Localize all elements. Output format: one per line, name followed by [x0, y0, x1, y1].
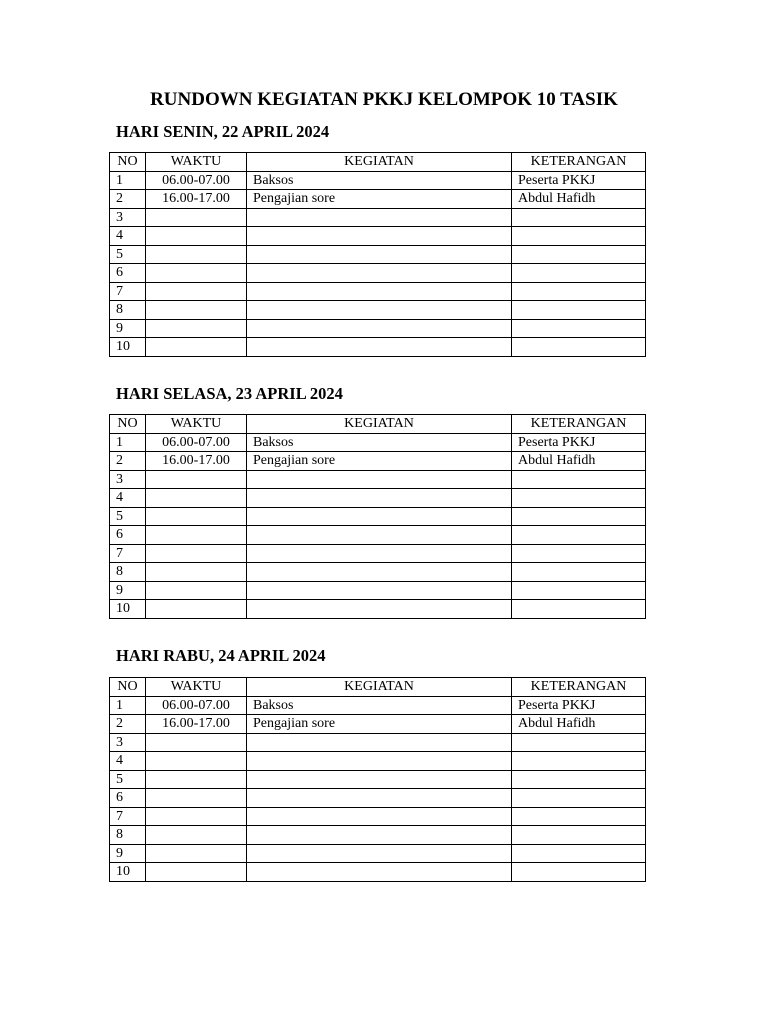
- table-row: [110, 600, 646, 619]
- cell-kegiatan: Baksos: [247, 433, 512, 452]
- cell-no: 1: [110, 171, 146, 190]
- cell-keterangan: Abdul Hafidh: [512, 715, 646, 734]
- cell-waktu: 16.00-17.00: [146, 190, 247, 209]
- column-header-kegiatan: KEGIATAN: [247, 153, 512, 172]
- cell-waktu: [146, 338, 247, 357]
- column-header-no: NO: [110, 415, 146, 434]
- cell-kegiatan: [247, 489, 512, 508]
- cell-keterangan: [512, 526, 646, 545]
- cell-waktu: [146, 863, 247, 882]
- cell-waktu: [146, 526, 247, 545]
- cell-no: 4: [110, 752, 146, 771]
- cell-keterangan: Peserta PKKJ: [512, 696, 646, 715]
- cell-kegiatan: [247, 227, 512, 246]
- schedule-table-rabu: [109, 677, 646, 882]
- cell-kegiatan: Baksos: [247, 696, 512, 715]
- table-header-row: [110, 153, 646, 172]
- cell-kegiatan: [247, 770, 512, 789]
- column-header-waktu: WAKTU: [146, 678, 247, 697]
- schedule-table-senin: [109, 152, 646, 357]
- cell-kegiatan: Pengajian sore: [247, 715, 512, 734]
- cell-keterangan: Peserta PKKJ: [512, 433, 646, 452]
- cell-kegiatan: [247, 733, 512, 752]
- cell-keterangan: [512, 581, 646, 600]
- cell-no: 5: [110, 245, 146, 264]
- cell-kegiatan: [247, 208, 512, 227]
- cell-no: 6: [110, 526, 146, 545]
- cell-kegiatan: [247, 844, 512, 863]
- cell-waktu: [146, 507, 247, 526]
- cell-waktu: [146, 544, 247, 563]
- cell-kegiatan: [247, 264, 512, 283]
- cell-keterangan: [512, 301, 646, 320]
- column-header-keterangan: KETERANGAN: [512, 678, 646, 697]
- cell-keterangan: [512, 227, 646, 246]
- column-header-kegiatan: KEGIATAN: [247, 678, 512, 697]
- table-header-row: [110, 678, 646, 697]
- cell-waktu: [146, 245, 247, 264]
- cell-no: 2: [110, 452, 146, 471]
- cell-waktu: [146, 301, 247, 320]
- column-header-waktu: WAKTU: [146, 415, 247, 434]
- cell-waktu: [146, 789, 247, 808]
- table-row: [110, 715, 646, 734]
- cell-keterangan: [512, 733, 646, 752]
- table-row: [110, 733, 646, 752]
- table-row: [110, 770, 646, 789]
- cell-waktu: 06.00-07.00: [146, 433, 247, 452]
- table-row: [110, 433, 646, 452]
- table-row: [110, 563, 646, 582]
- cell-no: 10: [110, 863, 146, 882]
- table-row: [110, 452, 646, 471]
- cell-no: 8: [110, 826, 146, 845]
- cell-kegiatan: [247, 301, 512, 320]
- cell-keterangan: [512, 319, 646, 338]
- cell-keterangan: [512, 563, 646, 582]
- cell-waktu: 16.00-17.00: [146, 452, 247, 471]
- table-row: [110, 526, 646, 545]
- table-row: [110, 264, 646, 283]
- cell-no: 9: [110, 844, 146, 863]
- cell-no: 1: [110, 696, 146, 715]
- cell-waktu: 16.00-17.00: [146, 715, 247, 734]
- cell-no: 1: [110, 433, 146, 452]
- day-heading-rabu: HARI RABU, 24 APRIL 2024: [116, 646, 326, 665]
- cell-keterangan: [512, 489, 646, 508]
- cell-no: 7: [110, 282, 146, 301]
- table-row: [110, 807, 646, 826]
- cell-no: 6: [110, 789, 146, 808]
- cell-keterangan: Peserta PKKJ: [512, 171, 646, 190]
- cell-waktu: [146, 563, 247, 582]
- table-row: [110, 171, 646, 190]
- cell-no: 5: [110, 507, 146, 526]
- cell-waktu: 06.00-07.00: [146, 171, 247, 190]
- cell-no: 8: [110, 301, 146, 320]
- cell-waktu: [146, 826, 247, 845]
- cell-no: 3: [110, 733, 146, 752]
- cell-kegiatan: Pengajian sore: [247, 190, 512, 209]
- cell-waktu: [146, 770, 247, 789]
- cell-kegiatan: [247, 245, 512, 264]
- table-row: [110, 208, 646, 227]
- cell-keterangan: [512, 264, 646, 283]
- cell-keterangan: [512, 770, 646, 789]
- column-header-no: NO: [110, 678, 146, 697]
- cell-kegiatan: [247, 544, 512, 563]
- column-header-waktu: WAKTU: [146, 153, 247, 172]
- cell-kegiatan: [247, 581, 512, 600]
- day-heading-senin: HARI SENIN, 22 APRIL 2024: [116, 122, 330, 141]
- cell-keterangan: [512, 863, 646, 882]
- cell-keterangan: [512, 844, 646, 863]
- cell-keterangan: [512, 752, 646, 771]
- cell-keterangan: [512, 807, 646, 826]
- cell-kegiatan: [247, 526, 512, 545]
- cell-kegiatan: [247, 319, 512, 338]
- cell-keterangan: [512, 470, 646, 489]
- cell-waktu: [146, 807, 247, 826]
- table-row: [110, 245, 646, 264]
- column-header-kegiatan: KEGIATAN: [247, 415, 512, 434]
- cell-waktu: [146, 282, 247, 301]
- cell-no: 7: [110, 544, 146, 563]
- table-row: [110, 282, 646, 301]
- table-row: [110, 470, 646, 489]
- table-row: [110, 789, 646, 808]
- cell-kegiatan: [247, 826, 512, 845]
- cell-kegiatan: [247, 470, 512, 489]
- cell-kegiatan: [247, 807, 512, 826]
- cell-no: 2: [110, 715, 146, 734]
- cell-no: 10: [110, 600, 146, 619]
- table-row: [110, 826, 646, 845]
- table-row: [110, 319, 646, 338]
- cell-keterangan: [512, 282, 646, 301]
- cell-keterangan: [512, 544, 646, 563]
- cell-waktu: [146, 227, 247, 246]
- cell-no: 9: [110, 581, 146, 600]
- cell-no: 8: [110, 563, 146, 582]
- cell-no: 10: [110, 338, 146, 357]
- cell-kegiatan: [247, 752, 512, 771]
- table-row: [110, 507, 646, 526]
- document-title: RUNDOWN KEGIATAN PKKJ KELOMPOK 10 TASIK: [150, 89, 618, 110]
- cell-kegiatan: [247, 863, 512, 882]
- table-row: [110, 301, 646, 320]
- cell-keterangan: Abdul Hafidh: [512, 190, 646, 209]
- table-row: [110, 696, 646, 715]
- column-header-no: NO: [110, 153, 146, 172]
- cell-waktu: [146, 489, 247, 508]
- cell-waktu: [146, 733, 247, 752]
- cell-waktu: 06.00-07.00: [146, 696, 247, 715]
- cell-waktu: [146, 581, 247, 600]
- table-row: [110, 844, 646, 863]
- cell-no: 6: [110, 264, 146, 283]
- cell-no: 4: [110, 227, 146, 246]
- cell-no: 2: [110, 190, 146, 209]
- cell-kegiatan: Pengajian sore: [247, 452, 512, 471]
- cell-keterangan: [512, 338, 646, 357]
- table-row: [110, 227, 646, 246]
- column-header-keterangan: KETERANGAN: [512, 153, 646, 172]
- schedule-table-selasa: [109, 414, 646, 619]
- cell-kegiatan: [247, 507, 512, 526]
- table-row: [110, 581, 646, 600]
- table-row: [110, 489, 646, 508]
- cell-waktu: [146, 752, 247, 771]
- table-row: [110, 752, 646, 771]
- cell-keterangan: [512, 245, 646, 264]
- cell-waktu: [146, 208, 247, 227]
- day-heading-selasa: HARI SELASA, 23 APRIL 2024: [116, 384, 343, 403]
- table-row: [110, 544, 646, 563]
- cell-keterangan: [512, 826, 646, 845]
- cell-kegiatan: [247, 282, 512, 301]
- cell-waktu: [146, 319, 247, 338]
- cell-no: 5: [110, 770, 146, 789]
- cell-kegiatan: [247, 338, 512, 357]
- cell-keterangan: Abdul Hafidh: [512, 452, 646, 471]
- cell-no: 3: [110, 470, 146, 489]
- cell-waktu: [146, 470, 247, 489]
- cell-keterangan: [512, 208, 646, 227]
- cell-kegiatan: Baksos: [247, 171, 512, 190]
- cell-keterangan: [512, 789, 646, 808]
- cell-keterangan: [512, 600, 646, 619]
- table-header-row: [110, 415, 646, 434]
- column-header-keterangan: KETERANGAN: [512, 415, 646, 434]
- table-row: [110, 863, 646, 882]
- cell-waktu: [146, 264, 247, 283]
- cell-no: 9: [110, 319, 146, 338]
- cell-keterangan: [512, 507, 646, 526]
- cell-kegiatan: [247, 789, 512, 808]
- cell-no: 7: [110, 807, 146, 826]
- cell-waktu: [146, 600, 247, 619]
- cell-no: 3: [110, 208, 146, 227]
- cell-kegiatan: [247, 600, 512, 619]
- table-row: [110, 338, 646, 357]
- cell-no: 4: [110, 489, 146, 508]
- cell-kegiatan: [247, 563, 512, 582]
- cell-waktu: [146, 844, 247, 863]
- table-row: [110, 190, 646, 209]
